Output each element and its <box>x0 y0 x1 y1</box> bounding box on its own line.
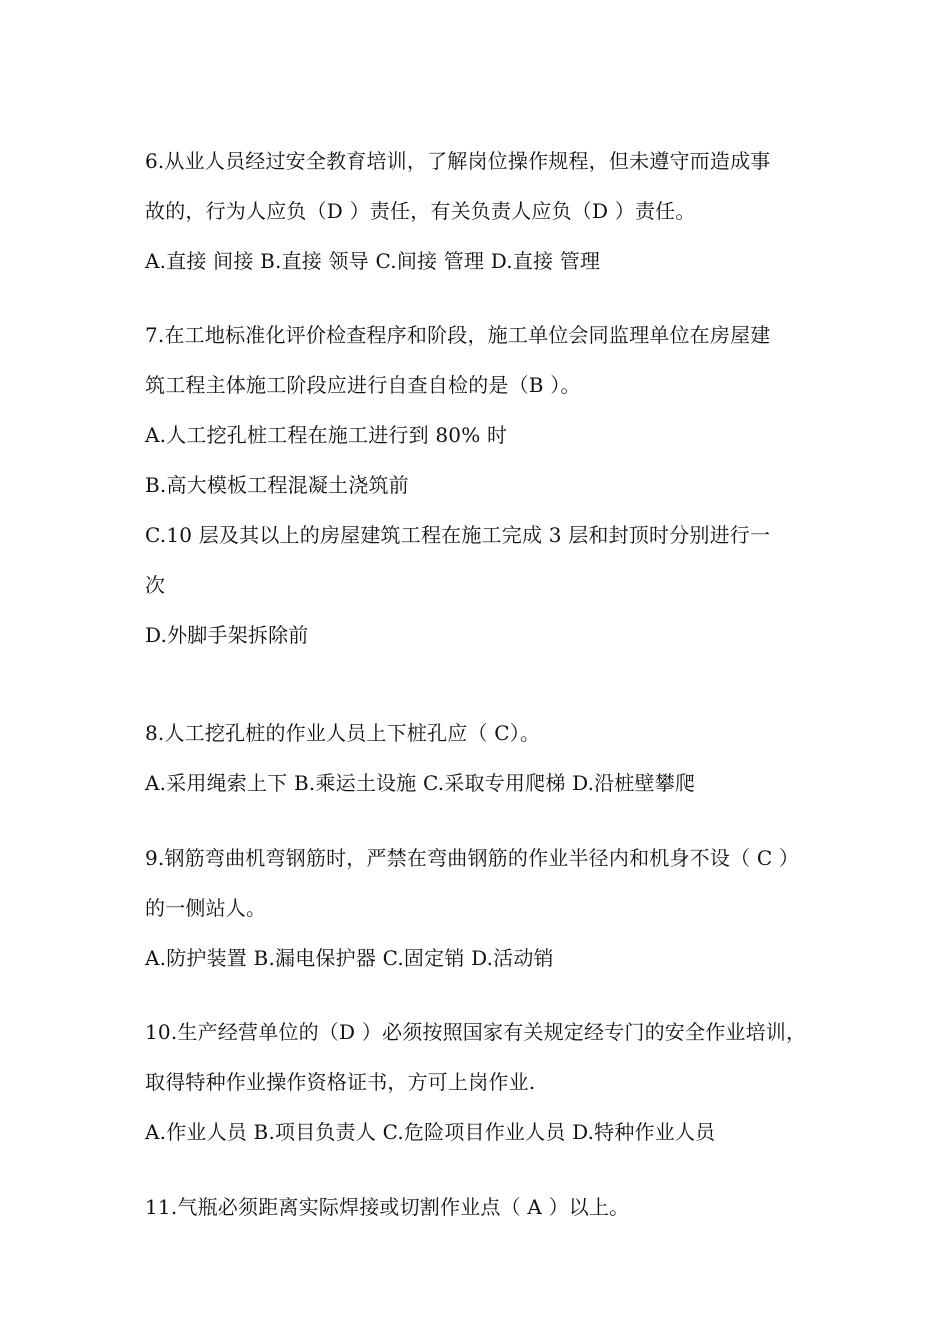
question-9-stem-line-1: 9.钢筋弯曲机弯钢筋时，严禁在弯曲钢筋的作业半径内和机身不设（ C ） <box>145 846 800 870</box>
question-7-stem-line-1: 7.在工地标准化评价检查程序和阶段，施工单位会同监理单位在房屋建 <box>145 323 771 347</box>
question-8-stem: 8.人工挖孔桩的作业人员上下桩孔应（ C）。 <box>145 721 541 745</box>
question-7-option-c-line-2: 次 <box>145 573 166 597</box>
question-6-stem-line-1: 6.从业人员经过安全教育培训，了解岗位操作规程，但未遵守而造成事 <box>145 149 771 173</box>
question-11-stem: 11.气瓶必须距离实际焊接或切割作业点（ A ）以上。 <box>145 1195 630 1219</box>
question-7-stem-line-2: 筑工程主体施工阶段应进行自查自检的是（B ）。 <box>145 373 581 397</box>
question-6-stem-line-2: 故的，行为人应负（D ）责任，有关负责人应负（D ）责任。 <box>145 199 696 223</box>
question-10-stem-line-2: 取得特种作业操作资格证书，方可上岗作业. <box>145 1070 536 1094</box>
question-9-options: A.防护装置 B.漏电保护器 C.固定销 D.活动销 <box>145 946 554 970</box>
question-7-option-c-line-1: C.10 层及其以上的房屋建筑工程在施工完成 3 层和封顶时分别进行一 <box>145 523 771 547</box>
question-10-stem-line-1: 10.生产经营单位的（D ）必须按照国家有关规定经专门的安全作业培训， <box>145 1020 807 1044</box>
question-10-options: A.作业人员 B.项目负责人 C.危险项目作业人员 D.特种作业人员 <box>145 1120 716 1144</box>
question-6-options: A.直接 间接 B.直接 领导 C.间接 管理 D.直接 管理 <box>145 249 601 273</box>
question-7-option-b: B.高大模板工程混凝土浇筑前 <box>145 473 409 497</box>
question-9-stem-line-2: 的一侧站人。 <box>145 896 267 920</box>
question-8-options: A.采用绳索上下 B.乘运土设施 C.采取专用爬梯 D.沿桩壁攀爬 <box>145 771 696 795</box>
question-7-option-d: D.外脚手架拆除前 <box>145 623 309 647</box>
question-7-option-a: A.人工挖孔桩工程在施工进行到 80% 时 <box>145 423 508 447</box>
